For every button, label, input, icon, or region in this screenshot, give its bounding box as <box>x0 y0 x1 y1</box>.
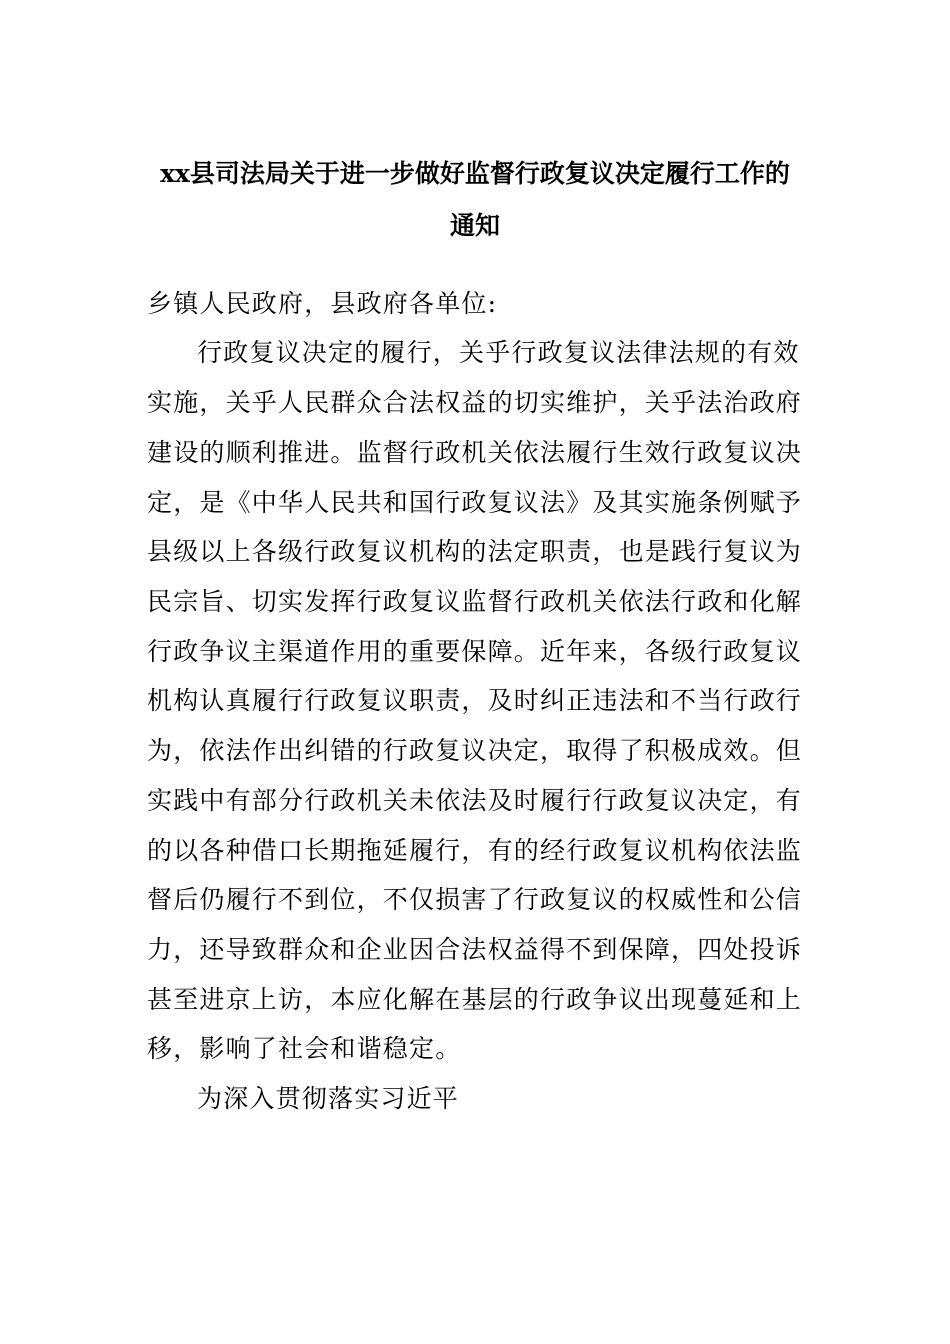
paragraph-1-line: 实施，关乎人民群众合法权益的切实维护，关乎法治政府 <box>147 388 803 417</box>
paragraph-1-line: 为，依法作出纠错的行政复议决定，取得了积极成效。但 <box>147 736 803 765</box>
paragraph-1-line: 甚至进京上访，本应化解在基层的行政争议出现蔓延和上 <box>147 985 803 1014</box>
paragraph-2-line: 为深入贯彻落实习近平 <box>197 1084 460 1113</box>
paragraph-1-line: 县级以上各级行政复议机构的法定职责，也是践行复议为 <box>147 537 803 566</box>
paragraph-1-line: 行政争议主渠道作用的重要保障。近年来，各级行政复议 <box>147 637 803 666</box>
paragraph-1-line: 建设的顺利推进。监督行政机关依法履行生效行政复议决 <box>147 438 803 467</box>
paragraph-1-line: 定，是《中华人民共和国行政复议法》及其实施条例赋予 <box>147 488 803 517</box>
document-title-line-1: xx县司法局关于进一步做好监督行政复议决定履行工作的 <box>160 159 790 188</box>
paragraph-1-line: 民宗旨、切实发挥行政复议监督行政机关依法行政和化解 <box>147 587 803 616</box>
paragraph-1-line: 行政复议决定的履行，关乎行政复议法律法规的有效 <box>197 338 800 367</box>
paragraph-1-line: 的以各种借口长期拖延履行，有的经行政复议机构依法监 <box>147 836 803 865</box>
paragraph-1-line: 实践中有部分行政机关未依法及时履行行政复议决定，有 <box>147 786 803 815</box>
paragraph-1-line: 督后仍履行不到位，不仅损害了行政复议的权威性和公信 <box>147 885 803 914</box>
paragraph-1-line: 力，还导致群众和企业因合法权益得不到保障，四处投诉 <box>147 935 803 964</box>
paragraph-1-line: 机构认真履行行政复议职责，及时纠正违法和不当行政行 <box>147 686 803 715</box>
document-title-line-2: 通知 <box>449 211 500 240</box>
paragraph-1-line: 移，影响了社会和谐稳定。 <box>147 1034 462 1063</box>
salutation: 乡镇人民政府，县政府各单位: <box>147 289 498 318</box>
